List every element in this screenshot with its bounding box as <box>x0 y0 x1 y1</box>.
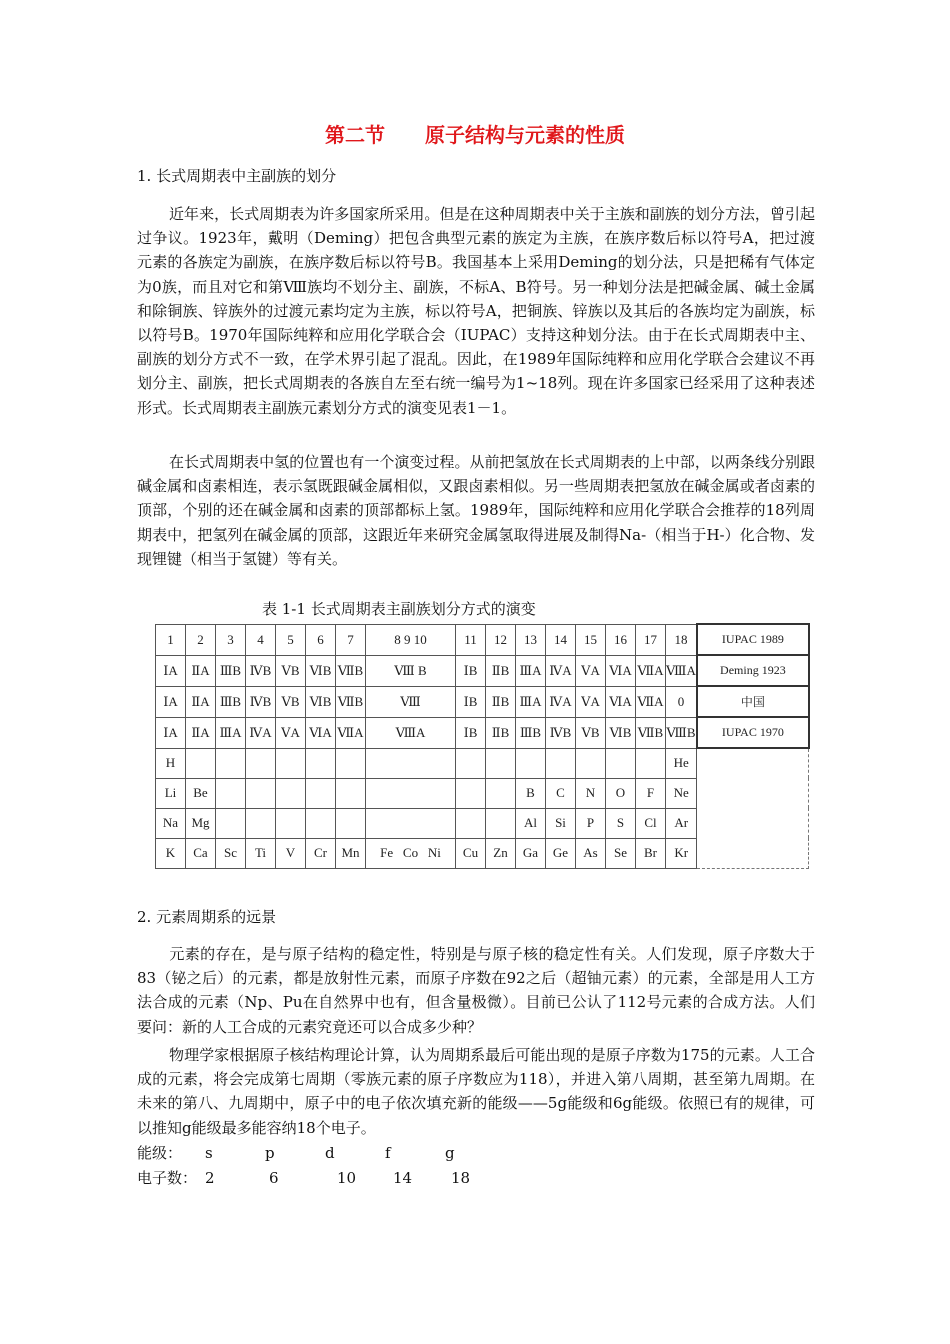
group-cell: ⅧB <box>666 717 697 748</box>
group-cell: ⅧA <box>366 717 456 748</box>
col-header: 6 <box>306 624 336 655</box>
element-cell: N <box>576 778 606 808</box>
group-cell: ⅥB <box>306 686 336 717</box>
group-cell: ⅡB <box>486 717 516 748</box>
col-header: 4 <box>246 624 276 655</box>
element-cell: P <box>576 808 606 838</box>
element-cell: Cl <box>636 808 666 838</box>
group-cell: ⅣA <box>546 686 576 717</box>
element-cell: Br <box>636 838 666 868</box>
element-cell: S <box>606 808 636 838</box>
element-cell: Mn <box>336 838 366 868</box>
col-header: 18 <box>666 624 697 655</box>
energy-levels-line: 能级： s p d f g <box>137 1141 455 1165</box>
group-cell: ⅦA <box>636 655 666 686</box>
col-header: 16 <box>606 624 636 655</box>
section1-paragraph-1: 近年来，长式周期表为许多国家所采用。但是在这种周期表中关于主族和副族的划分方法，曾引起过争议。1923年，戴明（Deming）把包含典型元素的族定为主族，在族序数后标以符号A，把过渡元素的各族定为副族，在族序数后标以符号B。我国基本上采用Deming的划分法，只是把稀有气体定为0族，而且对它和第Ⅷ族均不划分主、副族，不标A、B符号。另一种划分法是把碱金属、碱土金属和除铜族、锌族外的过渡元素均定为主族，标以符号A，把铜族、锌族以及其后的各族均定为副族，标以符号B。1970年国际纯粹和应用化学联合会（IUPAC）支持这种划分法。由于在长式周期表中主、副族的划分方式不一致，在学术界引起了混乱。因此，在1989年国际纯粹和应用化学联合会建议不再划分主、副族，把长式周期表的各族自左至右统一编号为1~18列。现在许多国家已经采用了这种表述形式。长式周期表主副族元素划分方式的演变见表1－1。 <box>137 205 815 417</box>
element-cell: H <box>156 748 186 778</box>
element-cell: Cu <box>456 838 486 868</box>
group-cell: ⅣB <box>246 686 276 717</box>
group-cell: ⅢB <box>216 686 246 717</box>
element-cell: He <box>666 748 697 778</box>
group-cell: ⅦB <box>336 686 366 717</box>
element-cell: K <box>156 838 186 868</box>
group-cell: Ⅷ <box>366 686 456 717</box>
group-cell: ⅣA <box>246 717 276 748</box>
group-cell: ⅥA <box>606 686 636 717</box>
element-cell: Se <box>606 838 636 868</box>
element-row <box>156 748 809 778</box>
section2-paragraph-2: 物理学家根据原子核结构理论计算，认为周期系最后可能出现的是原子序数为175的元素。人工合成的元素，将会完成第七周期（零族元素的原子序数应为118），并进入第八周期，甚至第九周期。在未来的第八、九周期中，原子中的电子依次填充新的能级——5g能级和6g能级。依照已有的规律，可以推知g能级最多能容纳18个电子。 <box>137 1046 815 1137</box>
col-header: 15 <box>576 624 606 655</box>
col-header: 12 <box>486 624 516 655</box>
group-cell: ⅡA <box>186 717 216 748</box>
group-cell: ⅤA <box>576 686 606 717</box>
section2-paragraph-1: 元素的存在，是与原子结构的稳定性，特别是与原子核的稳定性有关。人们发现，原子序数大于83（铋之后）的元素，都是放射性元素，而原子序数在92之后（超铀元素）的元素，全部是用人工方法合成的元素（Np、Pu在自然界中也有，但含量极微）。目前已公认了112号元素的合成方法。人们要问：新的人工合成的元素究竟还可以合成多少种？ <box>137 945 815 1036</box>
element-cell-group8: Fe Co Ni <box>366 838 456 868</box>
col-header: 14 <box>546 624 576 655</box>
element-cell: Kr <box>666 838 697 868</box>
section-number: 第二节 <box>325 123 385 147</box>
element-cell: F <box>636 778 666 808</box>
group-cell: ⅤB <box>276 686 306 717</box>
col-header: 3 <box>216 624 246 655</box>
group-cell: ⅢA <box>516 655 546 686</box>
element-cell: B <box>516 778 546 808</box>
scheme-label: Deming 1923 <box>697 655 809 686</box>
electron-count-line: 电子数： 2 6 10 14 18 <box>137 1166 470 1190</box>
col-header: 13 <box>516 624 546 655</box>
col-header: 7 <box>336 624 366 655</box>
table-row <box>156 717 809 748</box>
scheme-label: IUPAC 1970 <box>697 717 809 748</box>
element-cell: Ti <box>246 838 276 868</box>
group-cell: ⅦB <box>636 717 666 748</box>
scheme-label: IUPAC 1989 <box>697 624 809 655</box>
group-cell: ⅡA <box>186 686 216 717</box>
col-header: 1 <box>156 624 186 655</box>
table-caption: 表 1-1 长式周期表主副族划分方式的演变 <box>262 600 536 618</box>
group-cell: ⅠB <box>456 686 486 717</box>
page-title <box>0 122 950 148</box>
periodic-group-table <box>155 623 810 869</box>
group-cell: ⅧA <box>666 655 697 686</box>
energy-levels-label: 能级： <box>137 1144 183 1162</box>
element-row <box>156 778 809 808</box>
scheme-label: 中国 <box>697 686 809 717</box>
element-cell: Al <box>516 808 546 838</box>
col-header: 5 <box>276 624 306 655</box>
element-cell: Ar <box>666 808 697 838</box>
element-cell: As <box>576 838 606 868</box>
col-header: 8 9 10 <box>366 624 456 655</box>
group-cell: ⅠA <box>156 717 186 748</box>
table-row <box>156 686 809 717</box>
element-cell: O <box>606 778 636 808</box>
electron-count-label: 电子数： <box>137 1169 198 1187</box>
group-cell: ⅢB <box>516 717 546 748</box>
col-header: 11 <box>456 624 486 655</box>
element-cell: V <box>276 838 306 868</box>
table-header-row <box>156 624 809 655</box>
group-cell: ⅦA <box>636 686 666 717</box>
element-cell: Na <box>156 808 186 838</box>
group-cell: ⅤA <box>276 717 306 748</box>
element-cell: Si <box>546 808 576 838</box>
group-cell: ⅣA <box>546 655 576 686</box>
element-row <box>156 838 809 868</box>
element-cell: Ge <box>546 838 576 868</box>
group-cell: ⅢB <box>216 655 246 686</box>
group-cell: ⅢA <box>216 717 246 748</box>
section1-paragraph-2: 在长式周期表中氢的位置也有一个演变过程。从前把氢放在长式周期表的上中部，以两条线分别跟碱金属和卤素相连，表示氢既跟碱金属相似，又跟卤素相似。另一些周期表把氢放在碱金属或者卤素的顶部，个别的还在碱金属和卤素的顶部都标上氢。1989年，国际纯粹和应用化学联合会推荐的18列周期表中，把氢列在碱金属的顶部，这跟近年来研究金属氢取得进展及制得Na-（相当于H-）化合物、发现锂键（相当于氢键）等有关。 <box>137 453 815 568</box>
element-cell: Sc <box>216 838 246 868</box>
group-cell: Ⅷ B <box>366 655 456 686</box>
element-cell: Zn <box>486 838 516 868</box>
group-cell: ⅦB <box>336 655 366 686</box>
element-cell: Ne <box>666 778 697 808</box>
group-cell: ⅠA <box>156 655 186 686</box>
group-cell: ⅥA <box>606 655 636 686</box>
group-cell: ⅢA <box>516 686 546 717</box>
group-cell: ⅥB <box>306 655 336 686</box>
col-header: 2 <box>186 624 216 655</box>
element-row <box>156 808 809 838</box>
group-cell: ⅤA <box>576 655 606 686</box>
group-cell: ⅣB <box>546 717 576 748</box>
element-cell: Cr <box>306 838 336 868</box>
section-name: 原子结构与元素的性质 <box>425 123 625 147</box>
group-cell: ⅠA <box>156 686 186 717</box>
group-cell: ⅡA <box>186 655 216 686</box>
group-cell: ⅤB <box>276 655 306 686</box>
table-row <box>156 655 809 686</box>
element-cell: Ga <box>516 838 546 868</box>
element-cell: Ca <box>186 838 216 868</box>
group-cell: ⅠB <box>456 717 486 748</box>
group-cell: ⅥA <box>306 717 336 748</box>
group-cell: ⅡB <box>486 655 516 686</box>
group-cell: 0 <box>666 686 697 717</box>
col-header: 17 <box>636 624 666 655</box>
element-cell: Li <box>156 778 186 808</box>
element-cell: Mg <box>186 808 216 838</box>
element-cell: C <box>546 778 576 808</box>
group-cell: ⅦA <box>336 717 366 748</box>
section2-heading: 2. 元素周期系的远景 <box>137 908 277 926</box>
group-cell: ⅡB <box>486 686 516 717</box>
group-cell: ⅠB <box>456 655 486 686</box>
section1-heading: 1. 长式周期表中主副族的划分 <box>137 167 337 185</box>
group-cell: ⅤB <box>576 717 606 748</box>
element-cell: Be <box>186 778 216 808</box>
group-cell: ⅥB <box>606 717 636 748</box>
group-cell: ⅣB <box>246 655 276 686</box>
